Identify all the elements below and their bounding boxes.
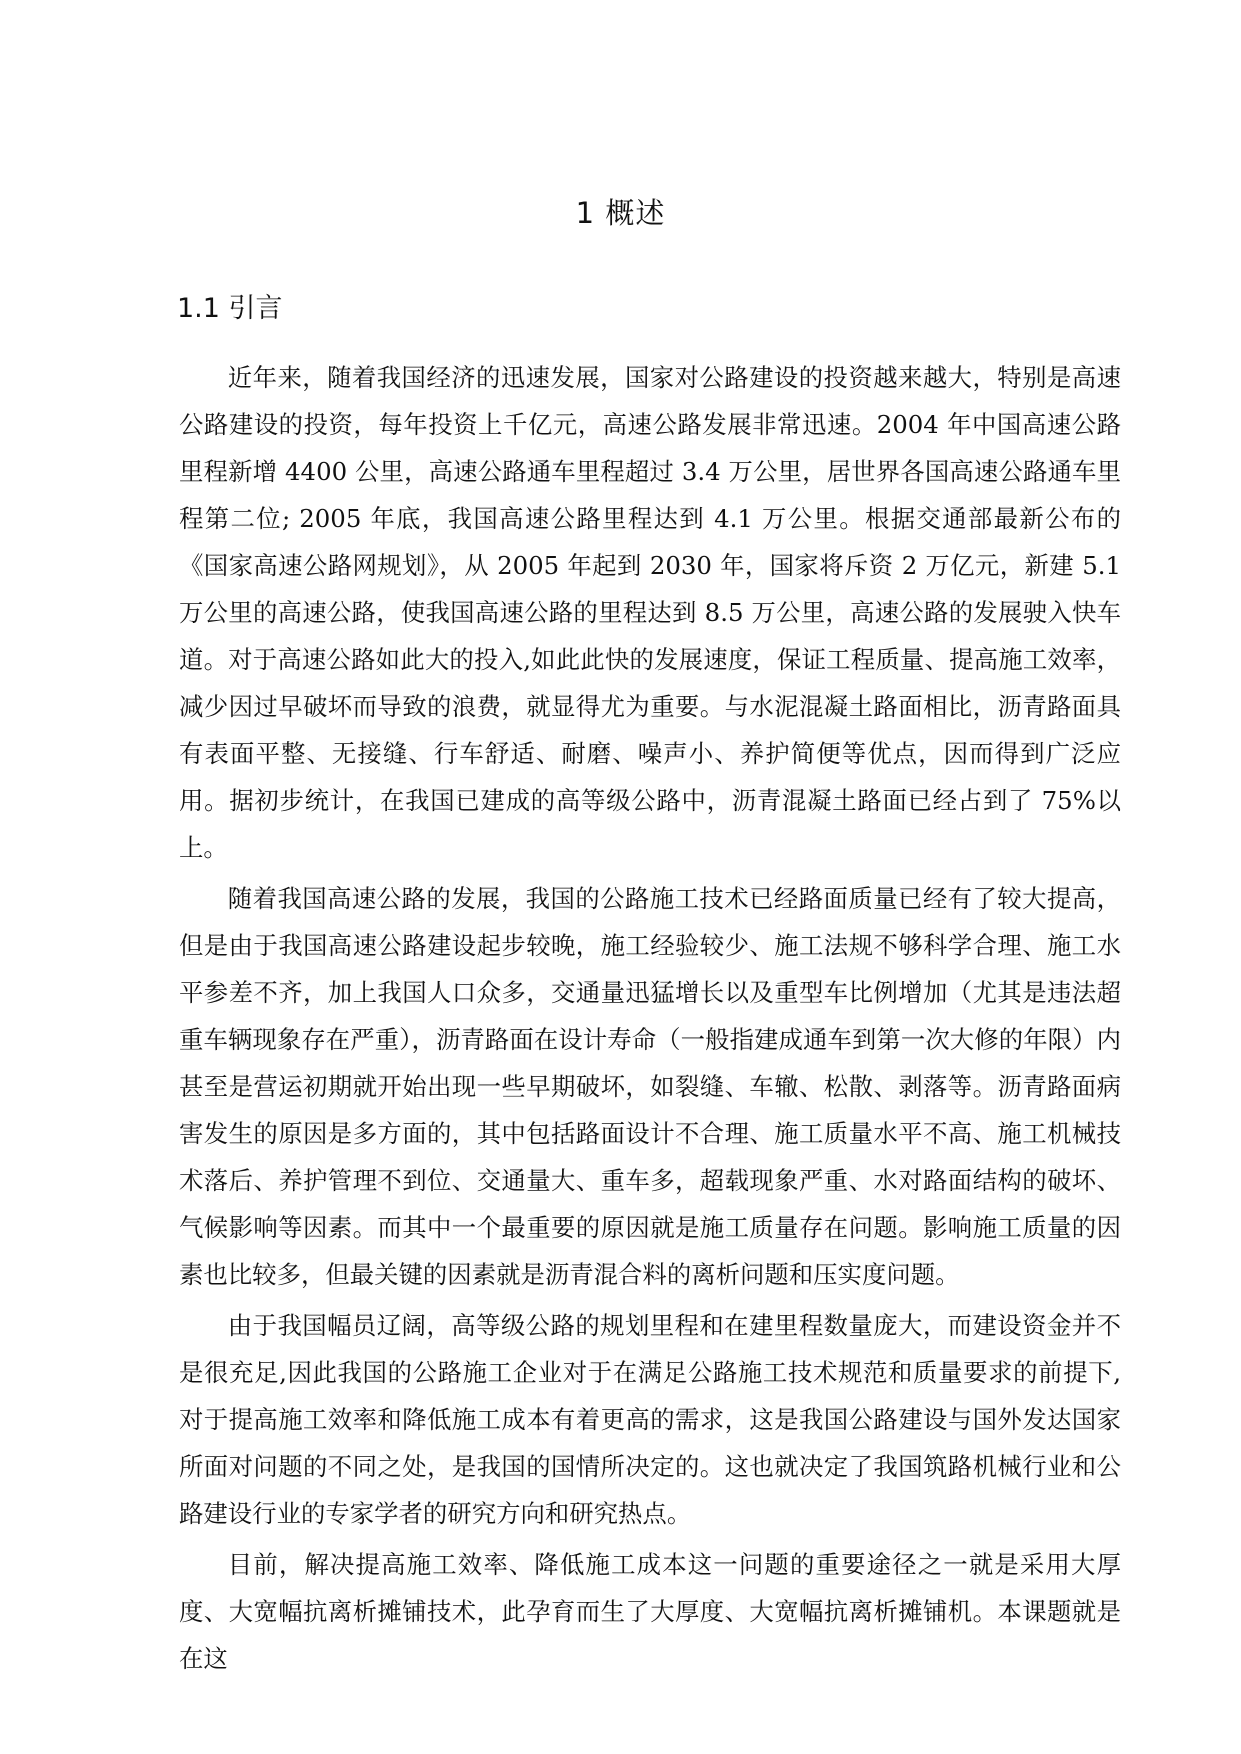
paragraph: 随着我国高速公路的发展，我国的公路施工技术已经路面质量已经有了较大提高，但是由于我国高速公路建设起步较晚，施工经验较少、施工法规不够科学合理、施工水平参差不齐，加上我国人口众多，交通量迅猛增长以及重型车比例增加（尤其是违法超重车辆现象存在严重），沥青路面在设计寿命（一般指建成通车到第一次大修的年限）内甚至是营运初期就开始出现一些早期破坏，如裂缝、车辙、松散、剥落等。沥青路面病害发生的原因是多方面的，其中包括路面设计不合理、施工质量水平不高、施工机械技术落后、养护管理不到位、交通量大、重车多，超载现象严重、水对路面结构的破坏、气候影响等因素。而其中一个最重要的原因就是施工质量存在问题。影响施工质量的因素也比较多，但最关键的因素就是沥青混合料的离析问题和压实度问题。 [179, 884, 1121, 1289]
section-heading: 1.1 引言 [177, 293, 283, 324]
paragraph: 近年来，随着我国经济的迅速发展，国家对公路建设的投资越来越大，特别是高速公路建设的投资，每年投资上千亿元，高速公路发展非常迅速。2004 年中国高速公路里程新增 4400 公里，高速公路通车里程超过 3.4 万公里，居世界各国高速公路通车里程第二位; 2005 年底，我国高速公路里程达到 4.1 万公里。根据交通部最新公布的《国家高速公路网规划》，从 2005 年起到 2030 年，国家将斥资 2 万亿元，新建 5.1 万公里的高速公路，使我国高速公路的里程达到 8.5 万公里，高速公路的发展驶入快车道。对于高速公路如此大的投入,如此此快的发展速度，保证工程质量、提高施工效率，减少因过早破坏而导致的浪费，就显得尤为重要。与水泥混凝土路面相比，沥青路面具有表面平整、无接缝、行车舒适、耐磨、噪声小、养护简便等优点，因而得到广泛应用。据初步统计，在我国已建成的高等级公路中，沥青混凝土路面已经占到了 75%以上。 [179, 363, 1121, 862]
paragraph: 目前，解决提高施工效率、降低施工成本这一问题的重要途径之一就是采用大厚度、大宽幅抗离析摊铺技术，此孕育而生了大厚度、大宽幅抗离析摊铺机。本课题就是在这 [179, 1550, 1121, 1673]
paragraph: 由于我国幅员辽阔，高等级公路的规划里程和在建里程数量庞大，而建设资金并不是很充足,因此我国的公路施工企业对于在满足公路施工技术规范和质量要求的前提下,对于提高施工效率和降低施工成本有着更高的需求，这是我国公路建设与国外发达国家所面对问题的不同之处，是我国的国情所决定的。这也就决定了我国筑路机械行业和公路建设行业的专家学者的研究方向和研究热点。 [179, 1311, 1121, 1528]
chapter-title: 1 概述 [575, 196, 666, 230]
body-text [179, 354, 1121, 1686]
